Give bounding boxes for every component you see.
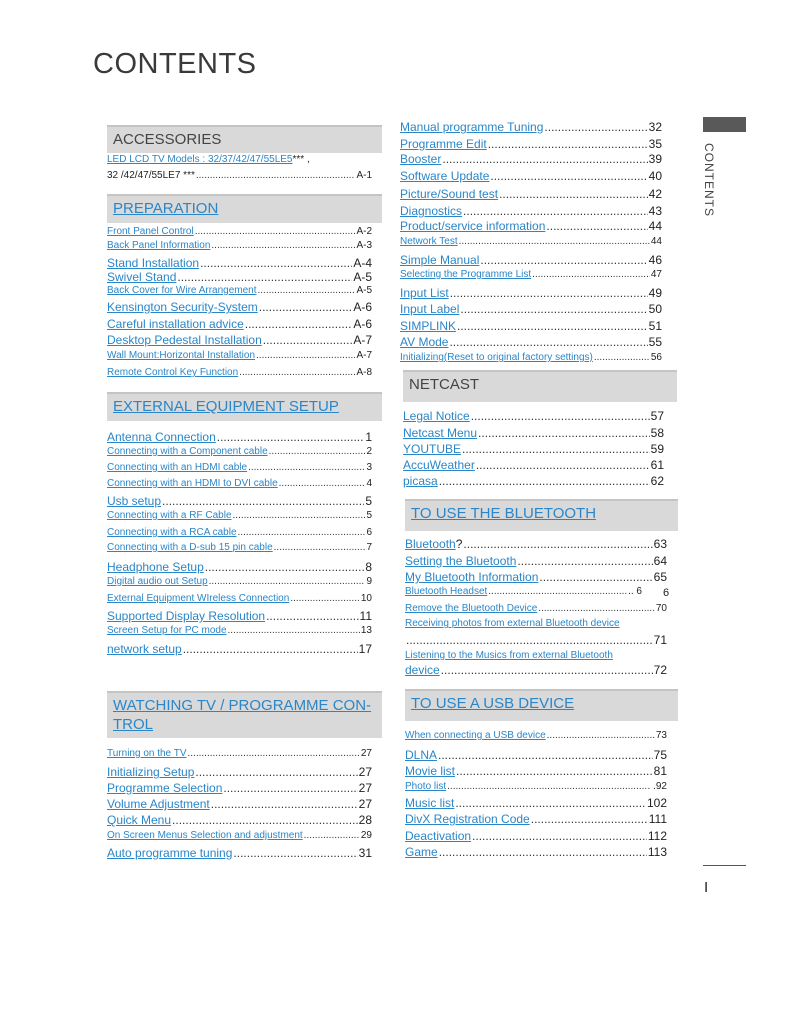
entry-page-number: 73 [655, 730, 667, 741]
toc-entry-auto-programme-tuning[interactable] [107, 846, 372, 860]
section-header-watching-tv-programme-con-trol[interactable] [107, 691, 382, 738]
dot-leader [547, 730, 655, 742]
dot-leader [200, 256, 352, 270]
dot-leader [439, 845, 647, 859]
dot-leader [488, 586, 627, 598]
entry-page-number: 28 [358, 813, 372, 827]
entry-page-number: 56 [650, 352, 662, 363]
entry-title[interactable]: Digital audio out Setup [107, 576, 208, 587]
dot-leader [172, 813, 358, 827]
entry-page-number: 71 [653, 633, 667, 647]
entry-title[interactable]: YOUTUBE [403, 442, 462, 456]
entry-title[interactable]: Connecting with a RCA cable [107, 527, 237, 538]
entry-page-number: 72 [653, 663, 667, 677]
toc-entry-booster[interactable] [400, 152, 662, 166]
toc-entry-programme-edit[interactable] [400, 137, 662, 151]
toc-entry-volume-adjustment[interactable] [107, 797, 372, 811]
entry-page-number: 102 [646, 796, 667, 810]
entry-title[interactable]: Game [405, 845, 438, 859]
dot-leader [304, 830, 360, 842]
toc-entry-netcast-menu[interactable] [403, 426, 664, 440]
dot-leader [209, 576, 366, 588]
entry-page-number: 27 [358, 765, 372, 779]
section-heading: TO USE A USB DEVICE [411, 695, 575, 712]
entry-title[interactable]: Input Label [400, 302, 460, 316]
entry-page-number: A-3 [356, 240, 372, 251]
entry-title[interactable]: Photo list [405, 781, 447, 792]
section-heading: WATCHING TV / PROGRAMME CON-TROL [113, 697, 372, 733]
entry-page-number: 17 [358, 642, 372, 656]
entry-page-number: 111 [648, 812, 667, 826]
entry-page-number: 70 [655, 603, 667, 614]
entry-page-number: A-5 [353, 270, 372, 284]
toc-entry-initializing-reset-to-original-factory-settings[interactable] [400, 352, 662, 364]
entry-title[interactable]: Software Update [400, 169, 490, 183]
entry-page-number: 31 [358, 846, 372, 860]
dot-leader [269, 446, 366, 458]
toc-entry-av-mode[interactable] [400, 335, 662, 349]
entry-page-number: 7 [366, 542, 372, 553]
entry-title[interactable]: Headphone Setup [107, 560, 204, 574]
entry-page-number: 65 [653, 570, 667, 584]
page-number: I [704, 879, 709, 896]
dot-leader [256, 350, 355, 362]
toc-entry-network-setup[interactable] [107, 642, 372, 656]
side-tab-marker [703, 117, 746, 132]
entry-page-number: 11 [359, 609, 372, 623]
dot-leader [538, 603, 655, 615]
entry-page-number: A-6 [353, 317, 372, 331]
toc-entry-swivel-stand[interactable] [107, 270, 372, 284]
toc-entry-front-panel-control[interactable] [107, 226, 372, 238]
toc-entry-when-connecting-a-usb-device[interactable] [405, 730, 667, 742]
entry-title[interactable]: Diagnostics [400, 204, 463, 218]
toc-entry-picture-sound-test[interactable] [400, 187, 662, 201]
entry-title[interactable]: Bluetooth [405, 537, 456, 551]
section-header-to-use-the-bluetooth[interactable] [405, 499, 678, 531]
dot-leader [238, 527, 366, 539]
entry-page-number: A-6 [353, 300, 372, 314]
dot-leader [223, 781, 357, 795]
toc-entry-selecting-the-programme-list[interactable] [400, 269, 662, 281]
toc-entry-simple-manual[interactable] [400, 253, 662, 267]
dot-leader [263, 333, 353, 347]
toc-entry-movie-list[interactable] [405, 764, 667, 778]
dot-leader [228, 625, 360, 637]
toc-entry-stand-installation[interactable] [107, 256, 372, 270]
dot-leader [531, 812, 648, 826]
entry-title[interactable]: Manual programme Tuning [400, 120, 544, 134]
entry-page-number: 13 [360, 625, 372, 636]
section-heading: PREPARATION [113, 200, 219, 217]
toc-entry-youtube[interactable] [403, 442, 664, 456]
toc-entry-software-update[interactable] [400, 169, 662, 183]
entry-page-number: 59 [650, 442, 664, 456]
entry-title[interactable]: Simple Manual [400, 253, 480, 267]
entry-title[interactable]: Volume Adjustment [107, 797, 210, 811]
entry-page-number: . .92 [647, 781, 667, 792]
entry-page-number: 29 [360, 830, 372, 841]
toc-entry-digital-audio-out-setup[interactable] [107, 576, 372, 588]
entry-page-number: 62 [650, 474, 664, 488]
entry-title[interactable]: Careful installation advice [107, 317, 244, 331]
entry-page-number: 43 [648, 204, 662, 218]
toc-entry-network-test[interactable] [400, 236, 662, 248]
toc-entry-usb-setup[interactable] [107, 494, 372, 508]
section-header-preparation[interactable] [107, 194, 382, 223]
entry-page-number: .. 6 [628, 586, 642, 597]
entry-page-number: 64 [653, 554, 667, 568]
dot-leader [532, 269, 650, 281]
toc-entry-headphone-setup[interactable] [107, 560, 372, 574]
entry-title[interactable]: Kensington Security-System [107, 300, 258, 314]
dot-leader [456, 764, 653, 778]
entry-title[interactable]: Netcast Menu [403, 426, 478, 440]
toc-entry-receiving-photos-from-external-bluetooth-device[interactable] [405, 618, 667, 630]
section-header-accessories[interactable] [107, 125, 382, 153]
toc-entry-listening-to-the-musics-from-external-bluetooth[interactable] [405, 650, 667, 662]
entry-page-number: 6 [366, 527, 372, 538]
toc-entry-connecting-with-a-component-cable[interactable] [107, 446, 372, 458]
entry-title[interactable]: Connecting with a D-sub 15 pin cable [107, 542, 273, 553]
entry-page-number: 47 [650, 269, 662, 280]
entry-page-number: 44 [650, 236, 662, 247]
toc-entry-photo-list[interactable] [405, 781, 667, 793]
entry-title[interactable]: Bluetooth Headset [405, 586, 488, 597]
dot-leader [217, 430, 365, 444]
entry-page-number: A-5 [356, 285, 372, 296]
entry-title[interactable]: Picture/Sound test [400, 187, 499, 201]
dot-leader [472, 829, 647, 843]
toc-entry-input-label[interactable] [400, 302, 662, 316]
dot-leader [544, 120, 647, 134]
dot-leader [239, 367, 355, 379]
dot-leader [449, 335, 647, 349]
dot-leader [177, 270, 352, 284]
entry-title[interactable]: Screen Setup for PC mode [107, 625, 227, 636]
entry-title[interactable]: Stand Installation [107, 256, 200, 270]
entry-title[interactable]: SIMPLINK [400, 319, 457, 333]
entry-page-number: 4 [366, 478, 372, 489]
entry-page-number: 51 [648, 319, 662, 333]
entry-page-number: 35 [648, 137, 662, 151]
entry-title[interactable]: Programme Selection [107, 781, 223, 795]
toc-entry-external-equipment-wireless-connection[interactable] [107, 593, 372, 605]
entry-title[interactable]: network setup [107, 642, 182, 656]
toc-entry-manual-programme-tuning[interactable] [400, 120, 662, 134]
entry-page-number: 8 [365, 560, 372, 574]
dot-leader [211, 797, 358, 811]
entry-title[interactable]: DLNA [405, 748, 438, 762]
entry-title[interactable]: AV Mode [400, 335, 449, 349]
entry-title[interactable]: Auto programme tuning [107, 846, 233, 860]
dot-leader [258, 285, 356, 297]
dot-leader [233, 846, 357, 860]
dot-leader [274, 542, 366, 554]
footer-divider [703, 865, 746, 866]
dot-leader [471, 409, 650, 423]
dot-leader [196, 170, 356, 182]
dot-leader [183, 642, 358, 656]
stray-page-number: 6 [663, 587, 670, 599]
entry-title[interactable]: Music list [405, 796, 455, 810]
entry-title[interactable]: device [405, 663, 440, 677]
entry-page-number: A-7 [353, 333, 372, 347]
entry-page-number: 10 [360, 593, 372, 604]
toc-entry-wall-mount-horizontal-installation[interactable] [107, 350, 372, 362]
entry-title[interactable]: Back Panel Information [107, 240, 211, 251]
entry-title[interactable]: Swivel Stand [107, 270, 177, 284]
entry-page-number: A-7 [356, 350, 372, 361]
entry-page-number: 32 [648, 120, 662, 134]
toc-entry-supported-display-resolution[interactable] [107, 609, 372, 623]
entry-title[interactable]: Setting the Bluetooth [405, 554, 517, 568]
entry-title[interactable]: Connecting with an HDMI to DVI cable [107, 478, 278, 489]
toc-entry-careful-installation-advice[interactable] [107, 317, 372, 331]
entry-page-number: 49 [648, 286, 662, 300]
dot-leader [490, 169, 647, 183]
toc-entry-connecting-with-a-rf-cable[interactable] [107, 510, 372, 522]
dot-leader [162, 494, 364, 508]
entry-title[interactable]: Front Panel Control [107, 226, 194, 237]
entry-page-number: 63 [653, 537, 667, 551]
entry-page-number: A-8 [356, 367, 372, 378]
entry-page-number: 46 [648, 253, 662, 267]
toc-entry-setting-the-bluetooth[interactable] [405, 554, 667, 568]
entry-page-number: 3 [366, 462, 372, 473]
toc-entry-my-bluetooth-information[interactable] [405, 570, 667, 584]
dot-leader [438, 748, 653, 762]
toc-entry-programme-selection[interactable] [107, 781, 372, 795]
entry-title[interactable]: Receiving photos from external Bluetooth device [405, 618, 620, 629]
entry-title[interactable]: picasa [403, 474, 438, 488]
entry-title[interactable]: Connecting with an HDMI cable [107, 462, 248, 473]
dot-leader [459, 236, 650, 248]
toc-entry-initializing-setup[interactable] [107, 765, 372, 779]
dot-leader [594, 352, 650, 364]
dot-leader [455, 796, 646, 810]
dot-leader [460, 302, 647, 316]
entry-page-number: 9 [366, 576, 372, 587]
toc-entry-on-screen-menus-selection-and-adjustment[interactable] [107, 830, 372, 842]
entry-page-number: 61 [650, 458, 664, 472]
entry-title[interactable]: Booster [400, 152, 442, 166]
section-heading: EXTERNAL EQUIPMENT SETUP [113, 398, 339, 415]
entry-page-number: 39 [648, 152, 662, 166]
toc-entry-legal-notice[interactable] [403, 409, 664, 423]
entry-page-number: 113 [647, 845, 667, 859]
entry-page-number: 55 [648, 335, 662, 349]
toc-entry-device[interactable] [405, 663, 667, 677]
dot-leader [480, 253, 647, 267]
dot-leader [441, 663, 653, 677]
toc-entry-connecting-with-an-hdmi-to-dvi-cable[interactable] [107, 478, 372, 490]
dot-leader [205, 560, 365, 574]
entry-title[interactable]: Movie list [405, 764, 456, 778]
toc-entry-32-42-47-55le7[interactable] [107, 170, 372, 182]
dot-leader [279, 478, 366, 490]
toc-entry-deactivation[interactable] [405, 829, 667, 843]
entry-page-number: 5 [365, 494, 372, 508]
entry-title[interactable]: Wall Mount:Horizontal Installation [107, 350, 256, 361]
entry-title[interactable]: Quick Menu [107, 813, 172, 827]
dot-leader [457, 319, 648, 333]
dot-leader [447, 781, 646, 793]
dot-leader [463, 204, 648, 218]
page-title: CONTENTS [93, 48, 257, 80]
toc-entry-remove-the-bluetooth-device[interactable] [405, 603, 667, 615]
entry-page-number: A-4 [353, 256, 372, 270]
toc-entry-picasa[interactable] [403, 474, 664, 488]
toc-entry-simplink[interactable] [400, 319, 662, 333]
entry-title[interactable]: Initializing(Reset to original factory settings) [400, 352, 593, 363]
toc-entry-diagnostics[interactable] [400, 204, 662, 218]
dot-leader [259, 300, 353, 314]
dot-leader [245, 317, 353, 331]
toc-entry-bluetooth[interactable] [405, 537, 667, 551]
entry-page-number: 27 [360, 748, 372, 759]
entry-title[interactable]: Usb setup [107, 494, 162, 508]
toc-entry-continued[interactable] [405, 633, 667, 647]
dot-leader [406, 633, 653, 647]
entry-suffix: ? [455, 537, 463, 551]
toc-entry-remote-control-key-function[interactable] [107, 367, 372, 379]
entry-title[interactable]: On Screen Menus Selection and adjustment [107, 830, 303, 841]
dot-leader [462, 442, 650, 456]
section-heading: ACCESSORIES [113, 131, 222, 148]
entry-page-number: 57 [650, 409, 664, 423]
toc-entry-dlna[interactable] [405, 748, 667, 762]
entry-page-number: 42 [648, 187, 662, 201]
entry-page-number: 40 [648, 169, 662, 183]
entry-page-number: 27 [358, 797, 372, 811]
toc-entry-connecting-with-a-d-sub-15-pin-cable[interactable] [107, 542, 372, 554]
entry-title[interactable]: Deactivation [405, 829, 472, 843]
dot-leader [290, 593, 360, 605]
entry-page-number: 2 [366, 446, 372, 457]
entry-page-number: 1 [365, 430, 372, 444]
entry-title[interactable]: Connecting with a Component cable [107, 446, 268, 457]
entry-page-number: A-2 [356, 226, 372, 237]
entry-page-number: 58 [650, 426, 664, 440]
toc-entry-accuweather[interactable] [403, 458, 664, 472]
dot-leader [488, 137, 648, 151]
entry-suffix: *** , [292, 154, 310, 165]
entry-title[interactable]: Network Test [400, 236, 458, 247]
toc-entry-bluetooth-headset[interactable] [405, 586, 642, 598]
entry-title[interactable]: LED LCD TV Models : 32/37/42/47/55LE5 [107, 154, 293, 165]
entry-page-number: A-1 [356, 170, 372, 181]
entry-title[interactable]: Initializing Setup [107, 765, 195, 779]
dot-leader [499, 187, 648, 201]
toc-entry-quick-menu[interactable] [107, 813, 372, 827]
entry-title[interactable]: Turning on the TV [107, 748, 187, 759]
toc-entry-turning-on-the-tv[interactable] [107, 748, 372, 760]
entry-title[interactable]: Programme Edit [400, 137, 487, 151]
toc-entry-input-list[interactable] [400, 286, 662, 300]
toc-entry-game[interactable] [405, 845, 667, 859]
toc-entry-divx-registration-code[interactable] [405, 812, 667, 826]
toc-entry-music-list[interactable] [405, 796, 667, 810]
dot-leader [233, 510, 366, 522]
entry-title[interactable]: Remove the Bluetooth Device [405, 603, 538, 614]
entry-page-number: 112 [647, 829, 667, 843]
entry-title[interactable]: Back Cover for Wire Arrangement [107, 285, 257, 296]
dot-leader [266, 609, 358, 623]
dot-leader [442, 152, 647, 166]
toc-entry-connecting-with-a-rca-cable[interactable] [107, 527, 372, 539]
dot-leader [195, 765, 357, 779]
entry-title[interactable]: Listening to the Musics from external Bluetooth [405, 650, 613, 661]
entry-title[interactable]: Desktop Pedestal Installation [107, 333, 262, 347]
entry-title[interactable]: Supported Display Resolution [107, 609, 266, 623]
toc-entry-back-panel-information[interactable] [107, 240, 372, 252]
dot-leader [539, 570, 652, 584]
entry-title[interactable]: Legal Notice [403, 409, 470, 423]
entry-title[interactable]: Connecting with a RF Cable [107, 510, 232, 521]
dot-leader [478, 426, 650, 440]
toc-entry-product-service-information[interactable] [400, 219, 662, 233]
toc-entry-antenna-connection[interactable] [107, 430, 372, 444]
dot-leader [248, 462, 365, 474]
section-heading: NETCAST [409, 376, 480, 393]
entry-title[interactable]: Product/service information [400, 219, 546, 233]
dot-leader [450, 286, 648, 300]
entry-title[interactable]: My Bluetooth Information [405, 570, 539, 584]
section-header-external-equipment-setup[interactable] [107, 392, 382, 421]
toc-entry-connecting-with-an-hdmi-cable[interactable] [107, 462, 372, 474]
entry-page-number: 50 [648, 302, 662, 316]
side-tab-label: CONTENTS [702, 143, 716, 217]
entry-title[interactable]: Input List [400, 286, 449, 300]
toc-entry-led-lcd-tv-models-32-37-42-47-55le5[interactable] [107, 154, 372, 166]
toc-entry-screen-setup-for-pc-mode[interactable] [107, 625, 372, 637]
toc-entry-back-cover-for-wire-arrangement[interactable] [107, 285, 372, 297]
entry-title[interactable]: External Equipment WIreless Connection [107, 593, 290, 604]
entry-page-number: 44 [648, 219, 662, 233]
section-heading: TO USE THE BLUETOOTH [411, 505, 597, 522]
entry-title[interactable]: DivX Registration Code [405, 812, 530, 826]
dot-leader [195, 226, 356, 238]
dot-leader [546, 219, 647, 233]
section-header-to-use-a-usb-device[interactable] [405, 689, 678, 721]
dot-leader [476, 458, 650, 472]
entry-title[interactable]: When connecting a USB device [405, 730, 546, 741]
dot-leader [463, 537, 652, 551]
entry-page-number: 27 [358, 781, 372, 795]
entry-page-number: 75 [653, 748, 667, 762]
toc-entry-kensington-security-system[interactable] [107, 300, 372, 314]
dot-leader [439, 474, 650, 488]
entry-title[interactable]: Antenna Connection [107, 430, 216, 444]
entry-title[interactable]: AccuWeather [403, 458, 475, 472]
dot-leader [188, 748, 360, 760]
entry-title[interactable]: Selecting the Programme List [400, 269, 532, 280]
entry-title[interactable]: 32 /42/47/55LE7 *** [107, 170, 195, 181]
toc-entry-desktop-pedestal-installation[interactable] [107, 333, 372, 347]
section-header-netcast[interactable] [403, 370, 677, 402]
entry-title[interactable]: Remote Control Key Function [107, 367, 239, 378]
entry-page-number: 81 [653, 764, 667, 778]
dot-leader [517, 554, 652, 568]
entry-page-number: 5 [366, 510, 372, 521]
dot-leader [211, 240, 355, 252]
